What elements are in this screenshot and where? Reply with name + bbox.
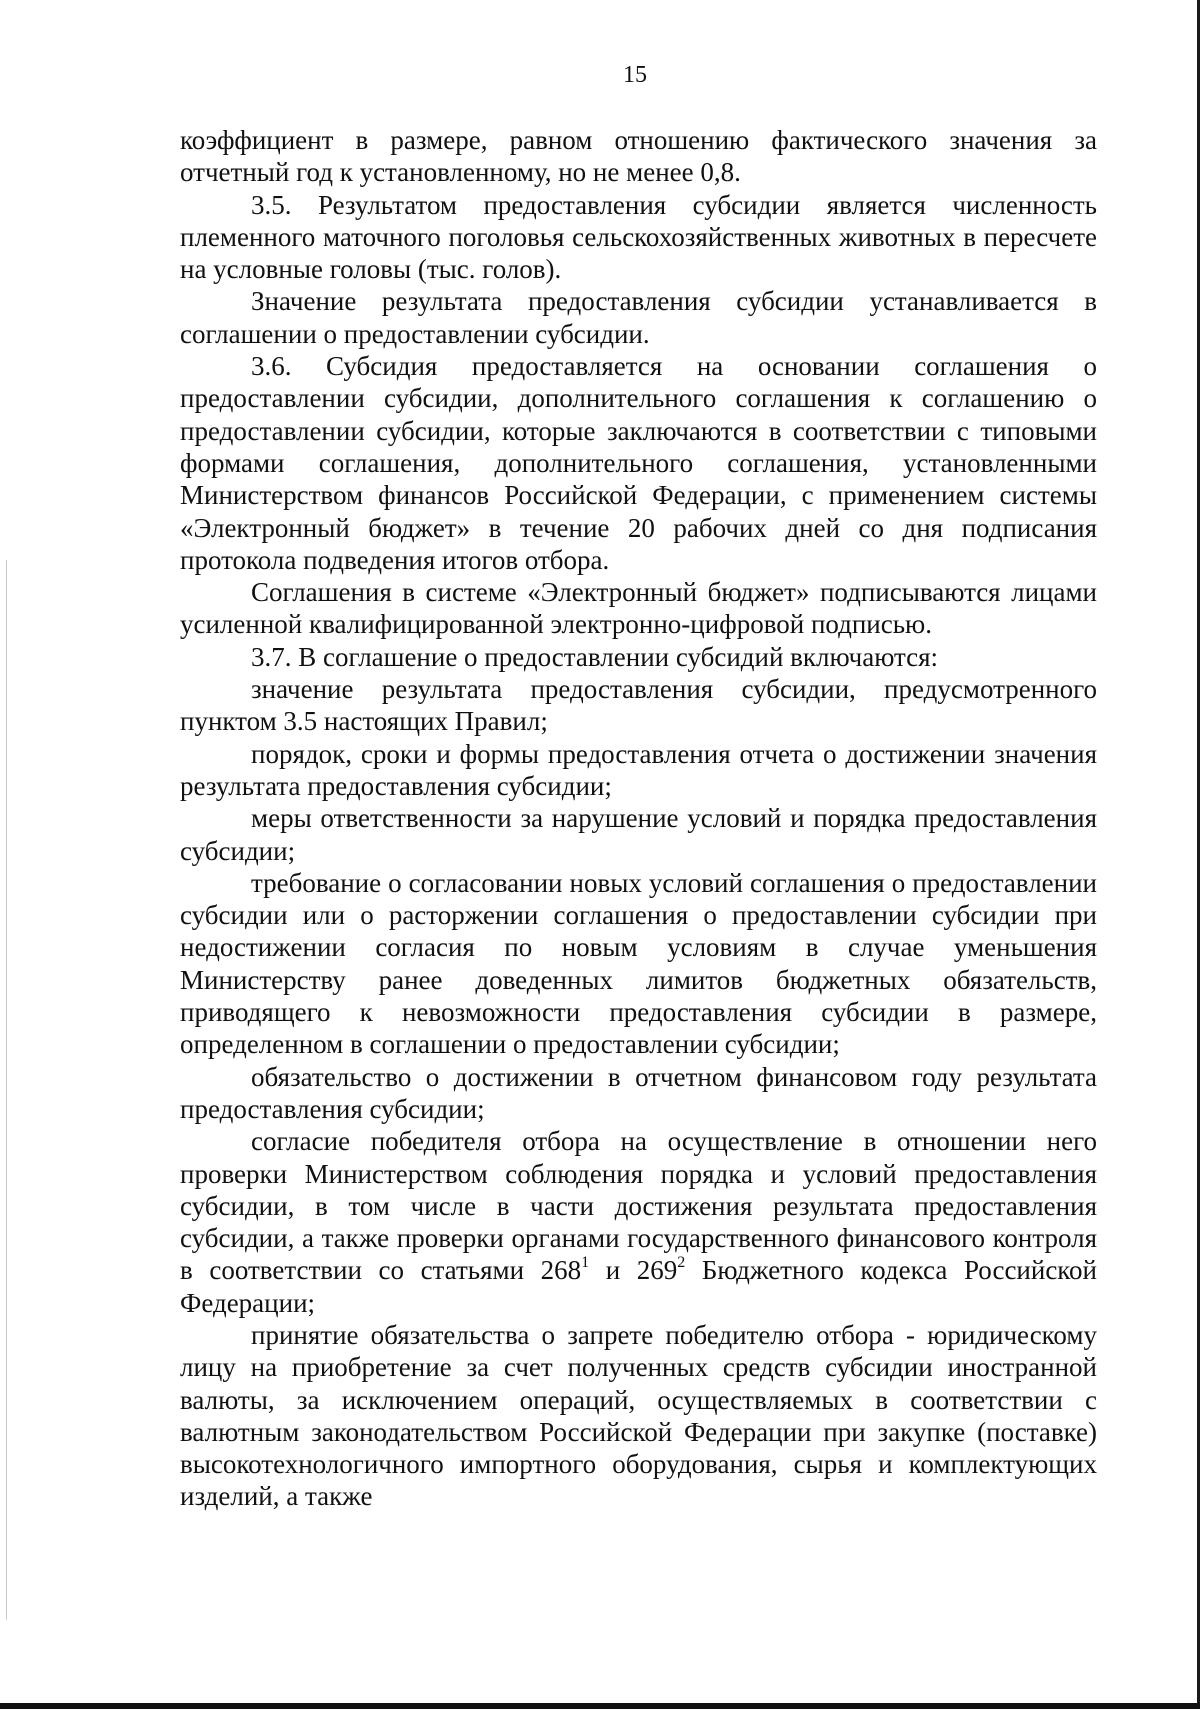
- document-body: [180, 124, 1097, 1513]
- list-item-new-conditions: требование о согласовании новых условий соглашения о предоставлении субсидии или о расторжении соглашения о предоставлении субсидии при недостижении согласия по новым условиям в случае уменьшения Министерству ранее доведенных лимитов бюджетных обязательств, приводящего к невозможности предоставления субсидии в размере, определенном в соглашении о предоставлении субсидии;: [180, 867, 1097, 1060]
- paragraph-result-value: Значение результата предоставления субсидии устанавливается в соглашении о предоставлении субсидии.: [180, 286, 1097, 349]
- consent-text-after: Бюджетного кодекса Российской Федерации;: [180, 1255, 1098, 1318]
- consent-text-before: согласие победителя отбора на осуществление в отношении него проверки Министерством соблюдения порядка и условий предоставления субсидии, в том числе в части достижения результата предоставления субсидии, а также проверки органами государственного финансового контроля в соответствии со статьями 268: [180, 1126, 1097, 1286]
- scan-edge-bottom: [0, 1703, 1200, 1709]
- paragraph-3-6: 3.6. Субсидия предоставляется на основании соглашения о предоставлении субсидии, дополнительного соглашения к соглашению о предоставлении субсидии, которые заключаются в соответствии с типовыми формами соглашения, дополнительного соглашения, установленными Министерством финансов Российской Федерации, с применением системы «Электронный бюджет» в течение 20 рабочих дней со дня подписания протокола подведения итогов отбора.: [180, 351, 1097, 575]
- superscript-1: 1: [581, 1254, 590, 1272]
- paragraph-3-7: 3.7. В соглашение о предоставлении субсидий включаются:: [251, 641, 939, 672]
- list-item-obligation: обязательство о достижении в отчетном финансовом году результата предоставления субсидии;: [180, 1061, 1097, 1124]
- list-item-currency-ban: принятие обязательства о запрете победителю отбора - юридическому лицу на приобретение за счет полученных средств субсидии иностранной валюты, за исключением операций, осуществляемых в соответствии с валютным законодательством Российской Федерации при закупке (поставке) высокотехнологичного импортного оборудования, сырья и комплектующих изделий, а также: [180, 1319, 1097, 1512]
- list-item-consent: [180, 1125, 1097, 1319]
- page-number: 15: [623, 62, 647, 88]
- superscript-2: 2: [677, 1254, 686, 1272]
- paragraph-3-5: 3.5. Результатом предоставления субсидии является численность племенного маточного поголовья сельскохозяйственных животных в пересчете на условные головы (тыс. голов).: [180, 189, 1097, 285]
- consent-text-middle: и 269: [589, 1255, 678, 1286]
- list-item-report-procedure: порядок, сроки и формы предоставления отчета о достижении значения результата предоставления субсидии;: [180, 738, 1097, 801]
- paragraph-continuation: коэффициент в размере, равном отношению фактического значения за отчетный год к установленному, но не менее 0,8.: [180, 125, 1097, 188]
- scan-edge-left: [6, 560, 7, 1620]
- paragraph-signing: Соглашения в системе «Электронный бюджет» подписываются лицами усиленной квалифицированной электронно-цифровой подписью.: [180, 577, 1097, 640]
- list-item-liability: меры ответственности за нарушение условий и порядка предоставления субсидии;: [180, 803, 1097, 866]
- list-item-result-value: значение результата предоставления субсидии, предусмотренного пунктом 3.5 настоящих Правил;: [180, 674, 1097, 737]
